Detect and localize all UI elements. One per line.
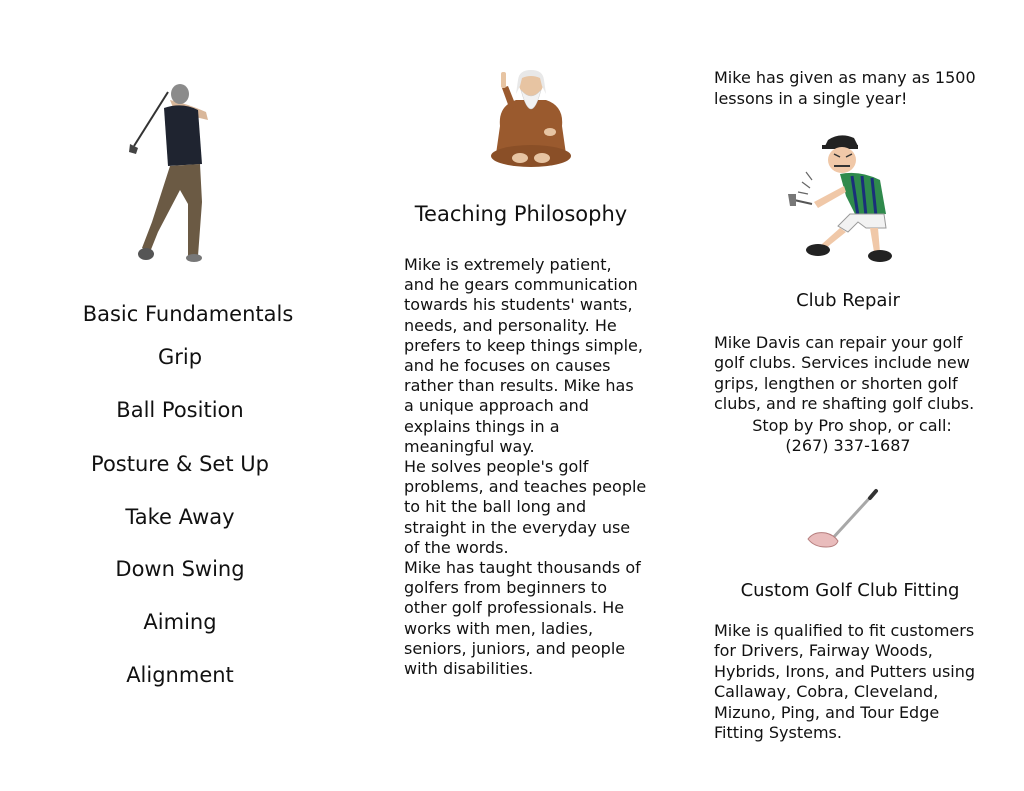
wise-guru-icon xyxy=(486,66,576,170)
club-repair-title: Club Repair xyxy=(796,290,900,311)
fundamental-item-aiming: Aiming xyxy=(143,610,217,634)
custom-fitting-title: Custom Golf Club Fitting xyxy=(740,580,960,601)
fundamental-item-down-swing: Down Swing xyxy=(115,557,245,581)
teaching-philosophy-title: Teaching Philosophy xyxy=(414,202,628,226)
fundamental-item-grip: Grip xyxy=(157,345,203,369)
golfer-swing-icon xyxy=(128,82,218,272)
fundamentals-title: Basic Fundamentals xyxy=(82,302,294,326)
custom-fitting-body: Mike is qualified to fit customers for Drivers, Fairway Woods, Hybrids, Irons, and Putters using Callaway, Cobra, Cleveland, Mizuno, Ping, and Tour Edge Fitting Systems. xyxy=(714,621,976,743)
club-repair-phone: (267) 337-1687 xyxy=(785,436,911,455)
fundamental-item-ball-position: Ball Position xyxy=(116,398,244,422)
teaching-philosophy-body: Mike is extremely patient, and he gears communication towards his students' wants, needs, and personality. He prefers to keep things simple, and he focuses on causes rather than results. Mike has a unique approach and explains things in a meaningful way. He solves people's golf problems, and teaches people to hit the ball long and straight in the everyday use of the words. Mike has taught thousands of golfers from beginners to other golf professionals. He works with men, ladies, seniors, juniors, and people with disabilities. xyxy=(404,255,647,679)
lessons-count-text: Mike has given as many as 1500 lessons in a single year! xyxy=(714,68,976,108)
fundamental-item-take-away: Take Away xyxy=(125,505,235,529)
angry-golfer-cartoon-icon xyxy=(788,132,898,264)
fundamental-item-alignment: Alignment xyxy=(126,663,234,687)
club-repair-contact: Stop by Pro shop, or call: xyxy=(752,416,952,435)
fundamental-item-posture: Posture & Set Up xyxy=(91,452,269,476)
golf-club-icon xyxy=(804,487,880,555)
club-repair-body: Mike Davis can repair your golf golf clubs. Services include new grips, lengthen or shorten golf clubs, and re shafting golf clubs. xyxy=(714,333,975,414)
